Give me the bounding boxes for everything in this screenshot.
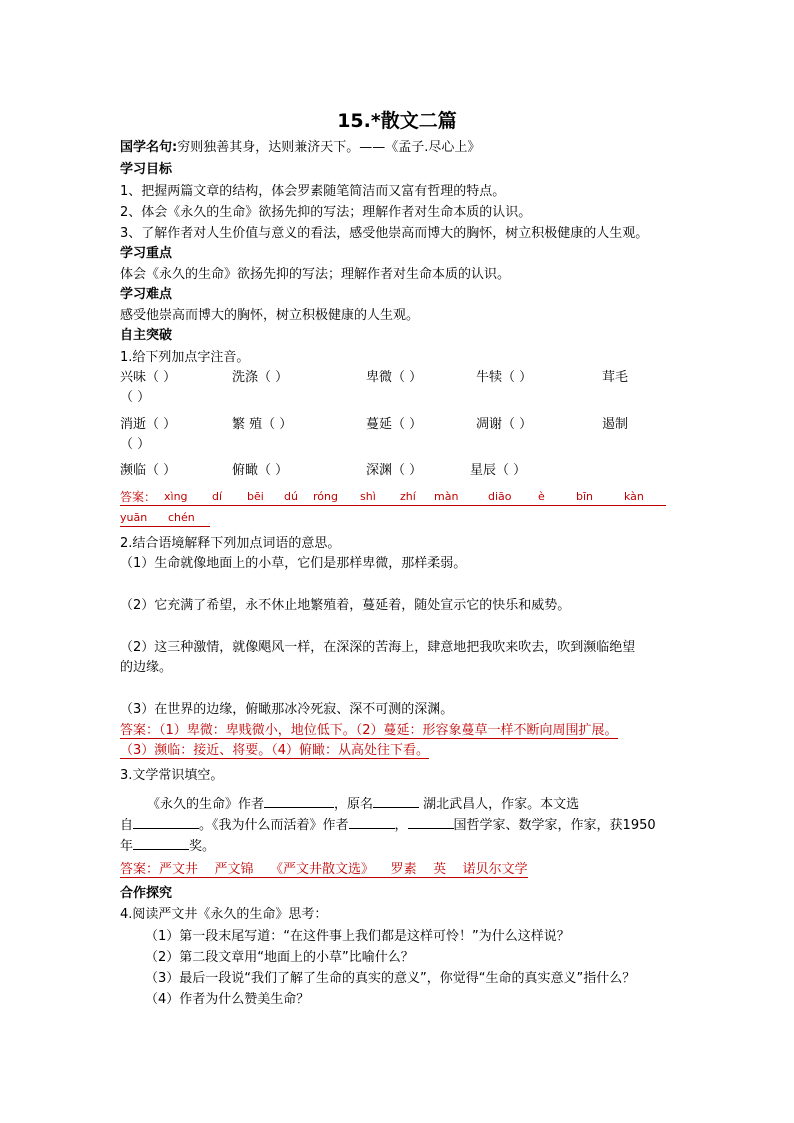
- pinyin: màn: [434, 490, 459, 503]
- q4-item: （4）作者为什么赞美生命？: [145, 992, 310, 1007]
- q3-text: 年: [120, 839, 134, 854]
- q1-row1-item: 兴味（ ）: [120, 370, 177, 385]
- q1-row1-item: 洗涤（ ）: [232, 370, 289, 385]
- quote-text: 穷则独善其身，达则兼济天下。——《孟子.尽心上》: [177, 140, 481, 155]
- q1-row2-item: 凋谢（ ）: [476, 417, 533, 432]
- q3-text: 国哲学家、数学家，作家，获1950: [453, 818, 656, 833]
- q3-line3: [120, 837, 215, 855]
- q3-answer-line: 答案：严文井 严文锦 《严文井散文选》 罗素 英 诺贝尔文学: [120, 862, 528, 877]
- q1-row2-item: 繁 殖（ ）: [232, 417, 293, 432]
- q2-answer-line: 答案：（1）卑微：卑贱微小，地位低下。（2）蔓延：形容象蔓草一样不断向周围扩展。: [120, 723, 618, 738]
- objective-item: 3、了解作者对人生价值与意义的看法，感受他崇高而博大的胸怀，树立积极健康的人生观。: [120, 226, 649, 241]
- q1-answer: [120, 489, 666, 506]
- objective-item: 2、体会《永久的生命》欲扬先抑的写法；理解作者对生命本质的认识。: [120, 205, 532, 220]
- document-title: 15.*散文二篇: [337, 110, 457, 132]
- q1-prompt: 1.给下列加点字注音。: [120, 350, 250, 365]
- q3-text: 奖。: [189, 839, 216, 854]
- quote-label: 国学名句:: [120, 140, 178, 155]
- q4-item: （2）第二段文章用“地面上的小草”比喻什么？: [145, 950, 414, 965]
- q4-item: （1）第一段末尾写道：“在这件事上我们都是这样可怜！”为什么这样说？: [145, 929, 570, 944]
- pinyin: dí: [212, 490, 223, 503]
- q3-blank[interactable]: [408, 816, 454, 829]
- q1-row3-item: 俯瞰（ ）: [232, 463, 289, 478]
- q1-row3-item: 星辰（ ）: [470, 463, 527, 478]
- q3-line1: [147, 795, 579, 813]
- q2-answer: [120, 723, 618, 739]
- q3-blank[interactable]: [264, 795, 334, 808]
- q1-row1-item: 牛犊（ ）: [476, 370, 533, 385]
- self-study-heading: 自主突破: [120, 328, 173, 343]
- q3-blank[interactable]: [373, 795, 419, 808]
- q3-text: ，: [394, 818, 408, 833]
- objectives-heading: 学习目标: [120, 162, 173, 177]
- keypoint-heading: 学习重点: [120, 246, 173, 261]
- q3-line2: [120, 816, 656, 834]
- q1-row2-wrap: （ ）: [120, 437, 151, 452]
- q3-prompt: 3.文学常识填空。: [120, 768, 224, 783]
- pinyin: shì: [360, 490, 376, 503]
- q3-text: 自: [120, 818, 134, 833]
- q2-prompt: 2.结合语境解释下列加点词语的意思。: [120, 536, 341, 551]
- q1-row1-item: 茸毛: [602, 370, 629, 385]
- q1-row2-item: 蔓延（ ）: [366, 417, 423, 432]
- cooperation-heading: 合作探究: [120, 886, 173, 901]
- q3-blank[interactable]: [133, 816, 199, 829]
- pinyin: kàn: [624, 490, 644, 503]
- difficulty-heading: 学习难点: [120, 287, 173, 302]
- q1-answer-cont: [120, 510, 210, 527]
- q4-item: （3）最后一段说“我们了解了生命的真实的意义”，你觉得“生命的真实意义”指什么？: [145, 971, 636, 986]
- q2-answer-cont: [120, 743, 429, 759]
- q4-prompt: 4.阅读严文井《永久的生命》思考：: [120, 907, 328, 922]
- pinyin: dú: [284, 490, 298, 503]
- pinyin: è: [538, 490, 545, 503]
- q2-item: 的边缘。: [120, 660, 173, 675]
- q1-row2-item: 消逝（ ）: [120, 417, 177, 432]
- q2-item: （2）它充满了希望，永不休止地繁殖着，蔓延着，随处宣示它的快乐和威势。: [120, 598, 571, 613]
- q2-item: （3）在世界的边缘，俯瞰那冰冷死寂、深不可测的深渊。: [120, 702, 454, 717]
- pinyin: róng: [313, 490, 338, 503]
- q3-blank[interactable]: [349, 816, 395, 829]
- q1-row2-item: 遏制: [602, 417, 629, 432]
- q3-text: 。《我为什么而活着》作者: [199, 818, 349, 833]
- q2-item: （2）这三种激情，就像飓风一样，在深深的苦海上，肆意地把我吹来吹去，吹到濒临绝望: [120, 640, 636, 655]
- q3-text: 湖北武昌人，作家。本文选: [419, 797, 580, 812]
- pinyin: bēi: [247, 490, 264, 503]
- q1-row3-item: 濒临（ ）: [120, 463, 177, 478]
- q2-answer-line: （3）濒临：接近、将要。（4）俯瞰：从高处往下看。: [120, 743, 430, 758]
- pinyin: bīn: [576, 490, 594, 503]
- q3-answer: [120, 862, 528, 878]
- q3-text: 《永久的生命》作者: [147, 797, 265, 812]
- pinyin: yuān: [120, 511, 148, 524]
- q3-text: ，原名: [334, 797, 374, 812]
- q2-item: （1）生命就像地面上的小草，它们是那样卑微，那样柔弱。: [120, 556, 467, 571]
- q3-blank[interactable]: [133, 837, 189, 850]
- pinyin: xìng: [164, 490, 188, 503]
- classic-quote: [120, 140, 480, 156]
- answer-label: 答案：: [120, 490, 157, 504]
- pinyin: zhí: [400, 490, 416, 503]
- q1-row1-item: 卑微（ ）: [366, 370, 423, 385]
- pinyin: diāo: [488, 490, 512, 503]
- q1-row1-wrap: （ ）: [120, 390, 151, 405]
- pinyin: chén: [168, 511, 195, 524]
- keypoint-text: 体会《永久的生命》欲扬先抑的写法；理解作者对生命本质的认识。: [120, 267, 511, 282]
- difficulty-text: 感受他崇高而博大的胸怀，树立积极健康的人生观。: [120, 308, 420, 323]
- q1-row3-item: 深渊（ ）: [366, 463, 423, 478]
- objective-item: 1、把握两篇文章的结构，体会罗素随笔简洁而又富有哲理的特点。: [120, 184, 506, 199]
